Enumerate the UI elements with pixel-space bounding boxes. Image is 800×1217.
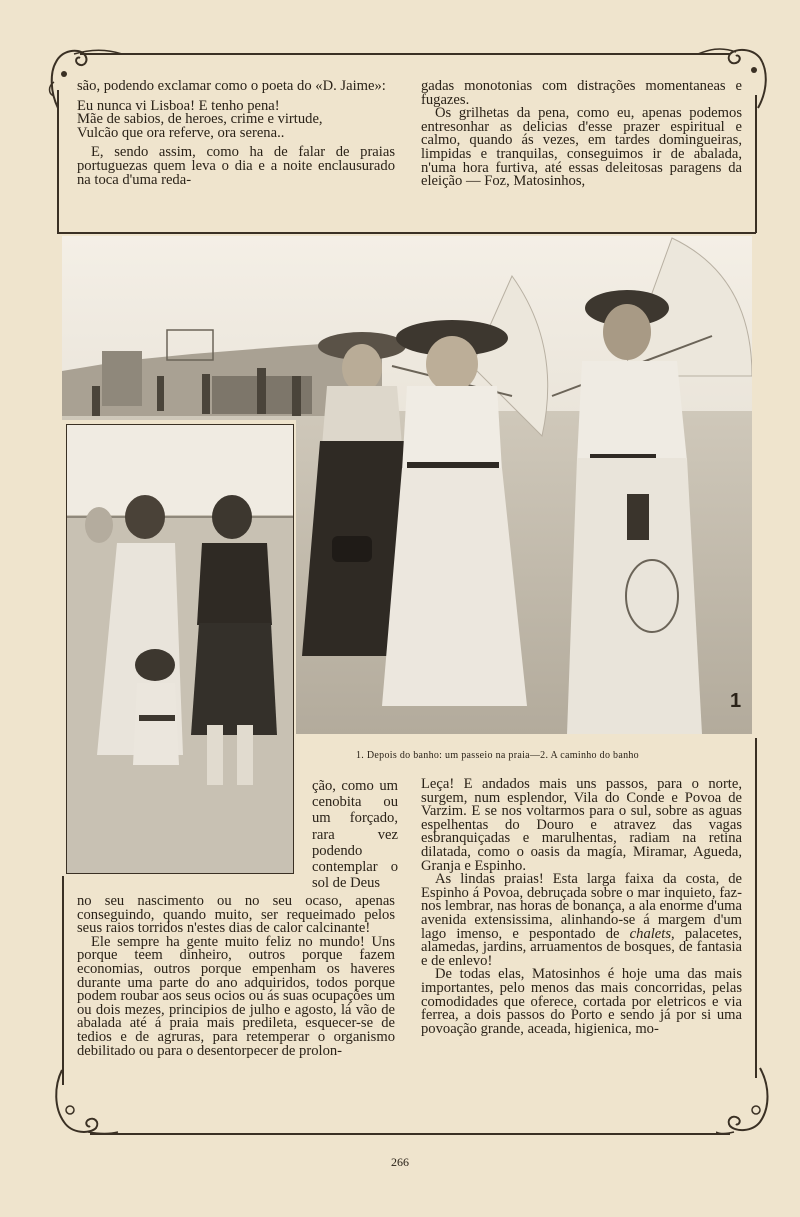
bottom-left-column: [77, 895, 395, 1058]
right-rule-top: [755, 95, 757, 233]
paragraph: Os grilhetas da pena, como eu, apenas podemos entresonhar as delicias d'esse prazer espiritual e calmo, quando ás vezes, em tardes domingueiras, limpidas e tranquilas, conseguimos ir de abalada, n'uma hora furtiva, até essas deleitosas paragens da eleição — Foz, Matosinhos,: [421, 105, 742, 190]
paragraph: Ele sempre ha gente muito feliz no mundo! Uns porque teem dinheiro, outros porque fazem economias, outros porque empenham os haveres durante uma parte do ano adquiridos, todos porque podem roubar aos seus ocios ou ás suas ocupações um ou dois mezes, principios de julho e agosto, lá vão de abalada até á praia mais predileta, esquecer-se de tedios e de agruras, para retemperar o organismo debilitado ou para o desentorpecer de prolon-: [77, 933, 395, 1059]
paragraph-3: De todas elas, Matosinhos é hoje uma das mais importantes, pelo menos das mais concorridas, pelas comodidades que oferece, cortada por eletricos e via ferrea, a dois passos do Porto e sendo já por si uma povoação grande, aceada, higienica, mo-: [421, 966, 742, 1037]
top-rule: [80, 53, 730, 55]
verse-line-1: Eu nunca vi Lisboa! E tenho pena!: [77, 97, 280, 114]
bottom-rule: [90, 1133, 730, 1135]
photo-2-image: [67, 425, 293, 873]
corner-flourish-bottom-left: [50, 1068, 120, 1140]
photo-top-rule: [57, 232, 756, 234]
bottom-right-column: [421, 778, 742, 1036]
photo-1-number: 1: [730, 690, 742, 712]
top-right-column: [421, 80, 742, 189]
page-number: 266: [391, 1155, 409, 1169]
paragraph: E, sendo assim, como ha de falar de praias portuguezas quem leva o dia e a noite enclausurado na toca d'uma reda-: [77, 144, 395, 188]
right-rule-bottom: [755, 738, 757, 1078]
photo-2-frame: [66, 424, 294, 874]
paragraph-2-a: As lindas praias! Esta larga faixa da costa, de Espinho á Povoa, debruçada sobre o mar inquieto, faz-nos lembrar, nas horas de bonança, a ala enorme d'uma avenida extensissima, alinhando-se á margem d'um lago imenso, e pespontado de: [421, 871, 742, 942]
continued-text: gadas monotonias com distrações momentaneas e fugazes.: [421, 78, 742, 108]
narrow-column: [312, 778, 398, 891]
paragraph-2: [421, 873, 742, 968]
paragraph-2-b: , palacetes, alamedas, jardins, arruamentos de bosques, de fantasia e de enlevo!: [421, 925, 742, 969]
photo-caption: 1. Depois do banho: um passeio na praia—2. A caminho do banho: [356, 750, 639, 761]
photo-2-to-the-bath: [62, 420, 296, 876]
intro-text: são, podendo exclamar como o poeta do «D. Jaime»:: [77, 78, 386, 94]
left-rule-bottom: [62, 875, 64, 1085]
paragraph-1: Leça! E andados mais uns passos, para o norte, surgem, num esplendor, Vila do Conde e Povoa de Varzim. E se nos voltarmos para o sul, sobre as aguas espelhentas do Douro e atravez das vagas esbranquiçadas e marulhentas, radiam na retina dilatada, como o oasis da magía, Miramar, Agueda, Granja e Espinho.: [421, 776, 742, 874]
verse-block: [77, 97, 395, 141]
continued-text: no seu nascimento ou no seu ocaso, apenas conseguindo, quando muito, ser requeimado pelos seus raios torridos n'estes dias de calor calcinante!: [77, 893, 395, 937]
verse-line-3: Vulcão que ora referve, ora serena..: [77, 124, 285, 141]
top-left-column: [77, 80, 395, 187]
verse-line-2: Mãe de sabios, de heroes, crime e virtude,: [77, 111, 323, 128]
corner-flourish-bottom-right: [716, 1066, 776, 1140]
paragraph-2-italic: chalets: [629, 925, 672, 942]
narrow-text: ção, como um cenobita ou um forçado, rara vez podendo contemplar o sol de Deus: [312, 778, 398, 892]
